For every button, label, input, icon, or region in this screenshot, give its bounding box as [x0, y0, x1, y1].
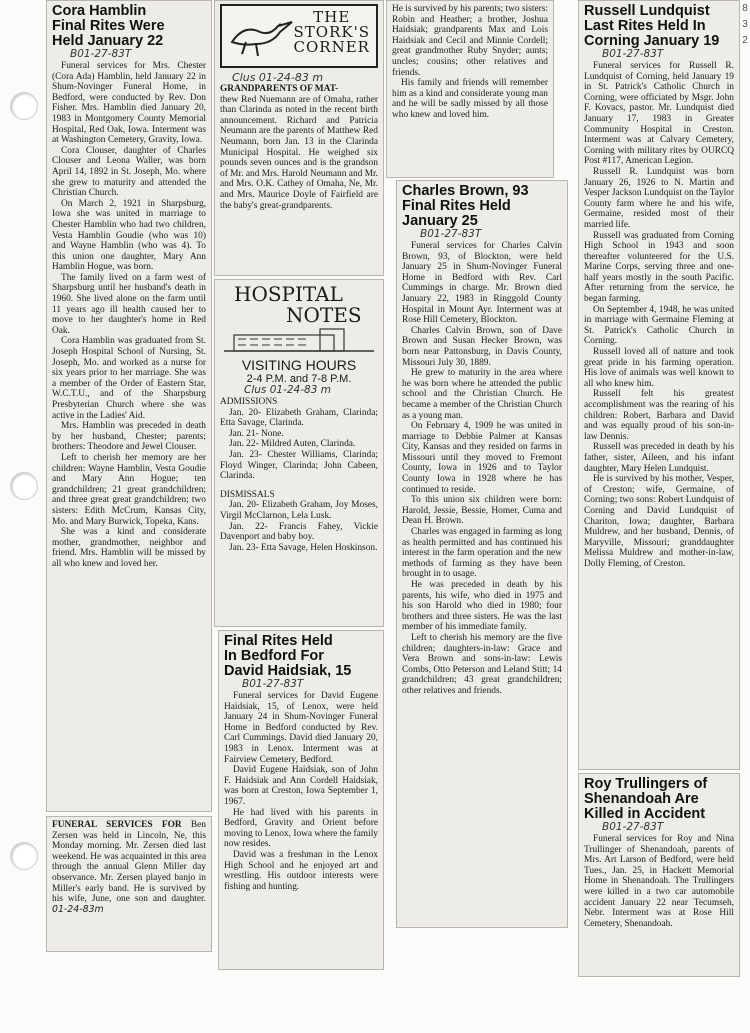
headline-line: Final Rites Held — [402, 198, 511, 214]
headline-line: Corning January 19 — [584, 33, 720, 49]
paragraph: To this union six children were born: Harold, Jessie, Bessie, Homer, Cuma and Dean H. Brown. — [402, 495, 562, 527]
paragraph: He grew to maturity in the area where he was born where he attended the public school and the Christian Church. He became a member of the Christian Church as a young man. — [402, 368, 562, 421]
edge-page-numbers — [741, 4, 749, 46]
paragraph: Funeral services for Russell R. Lundquist of Corning, held January 19 in St. Patrick's Catholic Church in Corning, were officiated by Msgr. John F. Kovacs, pastor. Mr. Lundquist died January 17, 1983 in Greater Community Hospital in Creston. Interment was at Calvary Cemetery, Corning with military rites by OURCQ Post #117, American Legion. — [584, 61, 734, 167]
handwritten-date: B01-27-83T — [602, 48, 664, 60]
headline-line: Roy Trullingers of — [584, 776, 708, 792]
admissions-label: ADMISSIONS — [220, 397, 278, 407]
headline-line: Final Rites Held — [224, 633, 333, 649]
paragraph: The family lived on a farm west of Sharpsburg until her husband's death in 1960. She lived alone on the farm until 11 years ago ill health caused her to move to her daughter's home in Red Oak. — [52, 272, 206, 336]
paragraph: Cora Hamblin was graduated from St. Joseph Hospital School of Nursing, St. Joseph, Mo. and worked as a nurse for six years prior to her marriage. She was a member of the Order of Eastern Star, W.C.T.U., and of the Sharpsburg Presbyterian Church where she was active in the Ladies' Aid. — [52, 336, 206, 421]
paragraph: Russell felt his greatest accomplishment was the rearing of his children: Robert, Barbara and David and was equally proud of his son-in-law Dennis. — [584, 389, 734, 442]
paragraph: On March 2, 1921 in Sharpsburg, Iowa she was united in marriage to Chester Hamblin who had two children, Vesta Hamblin Goudie (who was 10) and Wayne Hamblin (who was 4). To this union one daughter, Mary Ann Hamblin Hogue, was born. — [52, 198, 206, 273]
clipping-hamblin-obituary — [46, 0, 212, 812]
clipping-lundquist-obituary — [578, 0, 740, 770]
handwritten-date: B01-27-83T — [242, 678, 304, 690]
binder-hole — [10, 472, 38, 500]
hospital-lists — [220, 397, 378, 553]
dismissal-entry: Jan. 22- Francis Fahey, Vickie Davenport and baby boy. — [220, 521, 378, 543]
clipping-zersen-notice — [46, 816, 212, 952]
paragraph: David was a freshman in the Lenox High School and he enjoyed art and wrestling. His outdoor interests were fishing and hunting. — [224, 849, 378, 892]
paragraph: Funeral services for Charles Calvin Brown, 93, of Blockton, were held January 25 in Shum-Novinger Funeral Home in Bedford with Rev. Carl Cummings in charge. Mr. Brown died January 22, 1983 in Ringgold County Hospital in Mount Ayr. Interment was at Rose Hill Cemetery, Blockton. — [402, 241, 562, 326]
headline-line: Last Rites Held In — [584, 18, 706, 34]
paragraph: Funeral services for David Eugene Haidsiak, 15, of Lenox, were held January 24 in Shum-Novinger Funeral Home in Bedford conducted by Rev. Carl Cummings. David died January 20, 1983 in Lenox. Interment was at Fairview Cemetery, Bedford. — [224, 691, 378, 765]
dismissal-entry: Jan. 20- Elizabeth Graham, Joy Moses, Virgil McClarnon, Lela Lusk. — [220, 500, 378, 521]
visiting-hours-times: 2-4 P.M. and 7-8 P.M. — [246, 373, 352, 385]
paragraph: She was a kind and considerate mother, grandmother, neighbor and friend. Mrs. Hamblin will be missed by all who knew and loved her. — [52, 527, 206, 569]
paragraph: Russell R. Lundquist was born January 26, 1926 to N. Martin and Vesper Jackson Lundquist on the Taylor County farm where he and his wife, Germaine, resided most of their married life. — [584, 166, 734, 230]
edge-number: 8 — [742, 3, 748, 14]
lead-caps: FUNERAL SERVICES FOR — [52, 820, 182, 830]
dismissals-label: DISMISSALS — [220, 489, 275, 500]
headline-line: In Bedford For — [224, 648, 324, 664]
storks-corner-banner — [220, 4, 378, 68]
hospital-building-icon — [224, 327, 374, 353]
paragraph: On February 4, 1909 he was united in marriage to Debbie Palmer at Kansas City, Kansas and they resided on farms in Missouri until they moved to Fremont County, Iowa in 1926 and to Taylor County Iowa in 1928 where he has continued to reside. — [402, 421, 562, 495]
article-body — [220, 84, 378, 211]
handwritten-date: 01-24-83m — [52, 903, 104, 915]
title-line: STORK'S — [293, 23, 370, 41]
article-body — [402, 241, 562, 697]
admission-entry: Jan. 21- None. — [229, 428, 284, 439]
edge-number: 2 — [742, 35, 748, 46]
notice-text: Ben Zersen was held in Lincoln, Ne, this Monday morning. Mr. Zersen died last weekend. He was acquainted in this area through the annual Glenn Miller day observance. Mr. Zersen played banjo in Miller's early band. He is survived by his wife, June, one son and daughter. — [52, 820, 206, 905]
admission-entry: Jan. 23- Chester Williams, Clarinda; Floyd Winger, Clarinda; John Cabeen, Clarinda. — [220, 449, 378, 482]
article-body — [224, 691, 378, 892]
paragraph: He is survived by his mother, Vesper, of Creston; wife, Germaine, of Corning; two sons: Robert Lundquist of Corning and David Lundquist of Chariton, Iowa; daughter, Barbara Muldrew, and her husband, Dennis, of Maryville, Missouri; granddaughter Melissa Muldrew and mother-in-law, Dolly Fleming, of Creston. — [584, 474, 734, 569]
handwritten-date: B01-27-83T — [420, 228, 482, 240]
paragraph: Funeral services for Mrs. Chester (Cora Ada) Hamblin, held January 22 in Shum-Novinger Funeral Home, in Bedford, were conducted by Rev. Don Fisher. Mrs. Hamblin died January 20, 1983 in Montgomery County Memorial Hospital, Red Oak, Iowa. Interment was at Washington Cemetery, Gravity, Iowa. — [52, 61, 206, 146]
clipping-haidsiak-continued — [386, 0, 554, 178]
clipping-hospital-notes — [214, 279, 384, 627]
paragraph: His family and friends will remember him as a kind and considerate young man and he will be sadly missed by all those who knew and loved him. — [392, 78, 548, 120]
paragraph — [52, 820, 206, 915]
binder-hole — [10, 92, 38, 120]
headline-line: Killed in Accident — [584, 806, 706, 822]
storks-corner-title — [294, 10, 370, 55]
paragraph: thew Red Nuemann are of Omaha, rather than Clarinda as noted in the recent birth announcement. Richard and Patricia Neumann are the parents of Matthew Red Neumann, born Jan. 13 in the Clarinda Municipal Hospital. He weighed six pounds seven ounces and is the grandson of Mr. and Mrs. Harold Neumann and Mr. and Mrs. O.K. Cathey of Omaha, Ne, Mr. and Mrs. Maurice Doyle of Fairfield are the baby's great-grandparents. — [220, 94, 378, 211]
title-line: THE — [313, 8, 351, 26]
paragraph: Mrs. Hamblin was preceded in death by her husband, Chester; parents; brothers: Theodore and Jewel Clouser. — [52, 421, 206, 453]
paragraph: Russell loved all of nature and took great pride in his farming operation. His love of animals was well known to all who knew him. — [584, 347, 734, 389]
paragraph: Cora Clouser, daughter of Charles Clouser and Leona Waller, was born April 14, 1892 in St. Joseph, Mo. where she grew to maturity and attended the Christian Church. — [52, 145, 206, 199]
clipping-storks-corner — [214, 0, 384, 276]
paragraph: David Eugene Haidsiak, son of John F. Haidsiak and Ann Cordell Haidsiak, was born at Creston, Iowa September 1, 1967. — [224, 765, 378, 807]
stork-icon — [226, 12, 296, 62]
headline-line: Russell Lundquist — [584, 3, 710, 19]
title-line: CORNER — [293, 38, 370, 56]
headline-line: Final Rites Were — [52, 18, 165, 34]
handwritten-date: B01-27-83T — [602, 821, 664, 833]
paragraph: He was preceded in death by his parents, his wife, who died in 1975 and his son Harold who died in 1980; four brothers and three sisters. He was the last member of his immediate family. — [402, 580, 562, 633]
paragraph: Left to cherish her memory are her children: Wayne Hamblin, Vesta Goudie and Mary Ann Hogue; ten grandchildren; 21 great grandchildren; and three great great grandchildren; two sisters: Edith McCrum, Kansas City, Mo. and Mary Burwick, Topeka, Kans. — [52, 452, 206, 527]
article-body — [392, 4, 548, 121]
notes-title: NOTES — [286, 303, 362, 327]
admission-entry: Jan. 22- Mildred Auten, Clarinda. — [229, 439, 356, 450]
clipping-haidsiak-obituary — [218, 630, 384, 970]
handwritten-date: B01-27-83T — [70, 48, 132, 60]
headline-line: Charles Brown, 93 — [402, 183, 529, 199]
headline-line: Shenandoah Are — [584, 791, 699, 807]
paragraph: Charles was engaged in farming as long as health permitted and has continued his interest in the farm operation and the new methods of farming as they have been brought in to usage. — [402, 527, 562, 580]
paragraph: On September 4, 1948, he was united in marriage with Germaine Fleming at St. Patrick's Catholic Church in Corning. — [584, 304, 734, 347]
paragraph: He is survived by his parents; two sisters: Robin and Heather; a brother, Joshua Haidsiak; grandparents Max and Lois Haidsiak and Cecil and Minnie Cordell; great grandmother Ruby Snyder; aunts; uncles; cousins; other relatives and friends. — [392, 4, 548, 78]
clipping-trullinger-obituary — [578, 773, 740, 977]
clipping-brown-obituary — [396, 180, 568, 928]
binder-hole — [10, 842, 38, 870]
handwritten-date: Clus 01-24-83 m — [244, 384, 331, 396]
subhead: GRANDPARENTS OF MAT- — [220, 84, 339, 94]
edge-number: 3 — [742, 19, 748, 30]
paragraph: He had lived with his parents in Bedford, Gravity and Orient before moving to Lenox, Iowa where the family now resides. — [224, 807, 378, 850]
paragraph: Russell was graduated from Corning High School in 1943 and soon thereafter volunteered for the U.S. Marine Corps, serving three and one-half years mostly in the south Pacific. After returning from the service, he began farming. — [584, 230, 734, 305]
handwritten-date: Clus 01-24-83 m — [232, 71, 324, 84]
article-body — [584, 61, 734, 570]
paragraph: Funeral services for Roy and Nina Trullinger of Shenandoah, parents of Mrs. Art Larson of Bedford, were held Tues., Jan. 25, in Hackett Memorial Home in Shenandoah. The Trullingers were killed in a two car automobile accident January 22 near Tecumseh, Nebr. Interment was at Rose Hill Cemetery, Shenandoah. — [584, 834, 734, 929]
headline-line: January 25 — [402, 213, 478, 229]
article-body — [52, 820, 206, 915]
visiting-hours-title: VISITING HOURS — [241, 357, 357, 373]
headline-line: Held January 22 — [52, 33, 164, 49]
admission-entry: Jan. 20- Elizabeth Graham, Clarinda; Etta Savage, Clarinda. — [220, 407, 378, 429]
article-body — [52, 61, 206, 570]
paragraph: Left to cherish his memory are the five children; daughters-in-law: Grace and Vera Brown and sons-in-law: Lewis Combs, Otto Peterson and Leland Stitt; 14 grandchildren; 43 great grandchildren; other relatives and friends. — [402, 632, 562, 696]
dismissal-entry: Jan. 23- Etta Savage, Helen Hoskinson. — [229, 542, 378, 553]
article-body — [584, 834, 734, 929]
headline-line: Cora Hamblin — [52, 3, 147, 19]
hospital-title: HOSPITAL — [234, 282, 343, 306]
paragraph: Russell was preceded in death by his father, sister, Aileen, and his infant daughter, Mary Helen Lundquist. — [584, 442, 734, 474]
paragraph: Charles Calvin Brown, son of Dave Brown and Susan Hecker Brown, was born near Pattonsburg, in Davis County, Missouri July 30, 1889. — [402, 325, 562, 368]
headline-line: David Haidsiak, 15 — [224, 663, 352, 679]
